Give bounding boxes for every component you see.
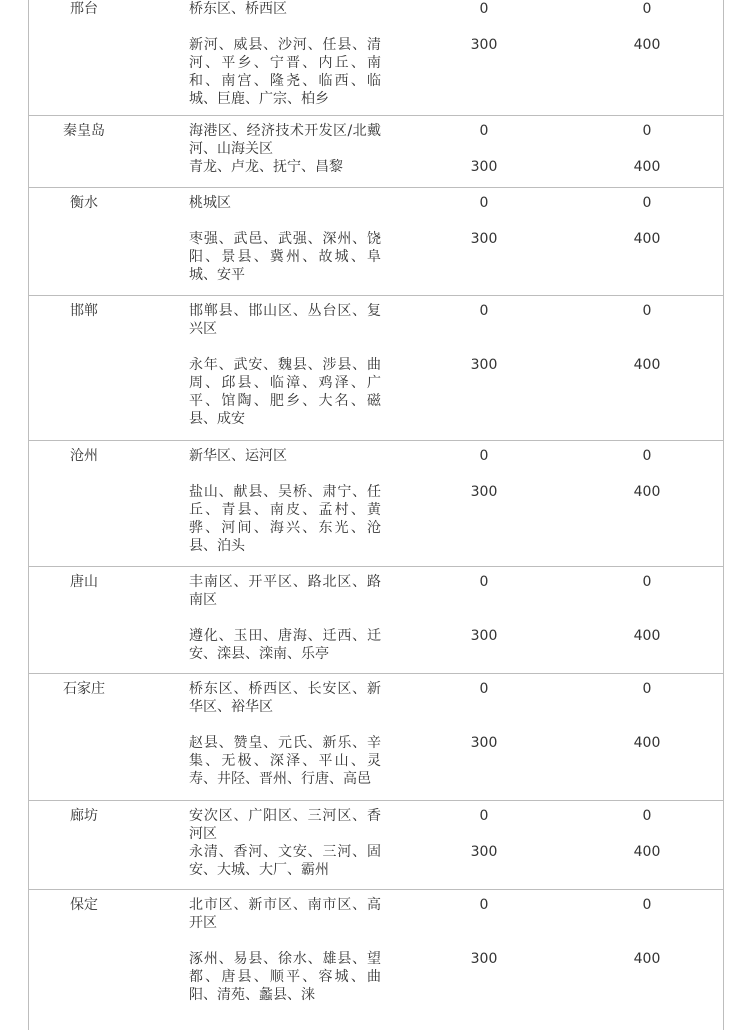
district-list: 海港区、经济技术开发区/北戴河、山海关区 (189, 123, 381, 157)
district-list: 安次区、广阳区、三河区、香河区 (189, 808, 381, 842)
fee-value-second: 400 (633, 844, 661, 860)
fee-value-second: 400 (633, 37, 661, 53)
city-row-tangshan (29, 567, 723, 674)
district-row-county (29, 36, 723, 108)
city-name: 沧州 (70, 448, 98, 464)
fee-value-second: 0 (642, 1, 652, 17)
city-name: 衡水 (70, 195, 98, 211)
fee-value-first: 300 (470, 844, 498, 860)
city-name: 邢台 (70, 1, 98, 17)
district-row-county (29, 356, 723, 428)
city-row-xingtai (29, 0, 723, 116)
fee-value-first: 300 (470, 37, 498, 53)
fee-value-second: 0 (642, 574, 652, 590)
shipping-fee-table (28, 0, 724, 1030)
district-list: 新河、威县、沙河、任县、清河、平乡、宁晋、内丘、南和、南宫、隆尧、临西、临城、巨鹿、广宗、柏乡 (189, 37, 381, 107)
district-row-county (29, 843, 723, 879)
fee-value-first: 0 (479, 681, 489, 697)
fee-value-second: 400 (633, 628, 661, 644)
city-row-hengshui (29, 188, 723, 296)
city-name: 保定 (70, 897, 98, 913)
fee-value-first: 300 (470, 484, 498, 500)
district-list: 桥东区、桥西区 (189, 1, 287, 17)
district-list: 涿州、易县、徐水、雄县、望都、唐县、顺平、容城、曲阳、清苑、蠡县、涞 (189, 951, 381, 1003)
district-row-urban (29, 573, 723, 627)
district-row-county (29, 230, 723, 284)
fee-value-second: 0 (642, 448, 652, 464)
district-row-urban (29, 896, 723, 950)
district-row-county (29, 950, 723, 1022)
fee-value-first: 300 (470, 159, 498, 175)
district-row-urban (29, 122, 723, 158)
city-row-baoding (29, 890, 723, 1030)
district-row-county (29, 627, 723, 663)
district-list: 桥东区、桥西区、长安区、新华区、裕华区 (189, 681, 381, 715)
fee-value-second: 0 (642, 303, 652, 319)
district-list: 北市区、新市区、南市区、高开区 (189, 897, 381, 931)
fee-value-second: 400 (633, 951, 661, 967)
district-row-urban (29, 302, 723, 356)
fee-value-second: 400 (633, 357, 661, 373)
district-list: 盐山、献县、吴桥、肃宁、任丘、青县、南皮、孟村、黄骅、河间、海兴、东光、沧县、泊头 (189, 484, 381, 554)
city-name: 石家庄 (63, 681, 105, 697)
fee-value-second: 400 (633, 159, 661, 175)
fee-value-second: 400 (633, 484, 661, 500)
district-row-county (29, 158, 723, 176)
district-list: 永年、武安、魏县、涉县、曲周、邱县、临漳、鸡泽、广平、馆陶、肥乡、大名、磁县、成安 (189, 357, 381, 427)
district-row-urban (29, 194, 723, 230)
district-list: 遵化、玉田、唐海、迁西、迁安、滦县、滦南、乐亭 (189, 628, 381, 662)
fee-value-first: 0 (479, 303, 489, 319)
fee-value-first: 300 (470, 735, 498, 751)
district-row-urban (29, 0, 723, 36)
fee-value-first: 300 (470, 951, 498, 967)
fee-value-first: 300 (470, 628, 498, 644)
district-row-urban (29, 807, 723, 843)
district-list: 枣强、武邑、武强、深州、饶阳、景县、冀州、故城、阜城、安平 (189, 231, 381, 283)
fee-value-second: 400 (633, 231, 661, 247)
fee-value-second: 0 (642, 681, 652, 697)
district-list: 邯郸县、邯山区、丛台区、复兴区 (189, 303, 381, 337)
city-row-handan (29, 296, 723, 441)
fee-value-first: 0 (479, 1, 489, 17)
district-list: 桃城区 (189, 195, 231, 211)
fee-value-first: 0 (479, 574, 489, 590)
city-row-cangzhou (29, 441, 723, 567)
district-list: 新华区、运河区 (189, 448, 287, 464)
city-row-qinhuangdao (29, 116, 723, 188)
city-name: 秦皇岛 (63, 123, 105, 139)
fee-value-second: 400 (633, 735, 661, 751)
fee-value-first: 300 (470, 357, 498, 373)
fee-value-second: 0 (642, 123, 652, 139)
fee-value-first: 0 (479, 195, 489, 211)
city-name: 唐山 (70, 574, 98, 590)
fee-value-second: 0 (642, 195, 652, 211)
city-row-shijiazhuang (29, 674, 723, 801)
fee-value-first: 0 (479, 448, 489, 464)
district-list: 永清、香河、文安、三河、固安、大城、大厂、霸州 (189, 844, 381, 878)
fee-value-first: 0 (479, 897, 489, 913)
city-name: 邯郸 (70, 303, 98, 319)
district-row-urban (29, 680, 723, 734)
fee-value-first: 300 (470, 231, 498, 247)
fee-value-second: 0 (642, 808, 652, 824)
city-row-langfang (29, 801, 723, 890)
fee-value-second: 0 (642, 897, 652, 913)
district-list: 赵县、赞皇、元氏、新乐、辛集、无极、深泽、平山、灵寿、井陉、晋州、行唐、高邑 (189, 735, 381, 787)
fee-value-first: 0 (479, 123, 489, 139)
district-row-county (29, 734, 723, 788)
district-list: 丰南区、开平区、路北区、路南区 (189, 574, 381, 608)
city-name: 廊坊 (70, 808, 98, 824)
fee-value-first: 0 (479, 808, 489, 824)
district-list: 青龙、卢龙、抚宁、昌黎 (189, 159, 343, 175)
district-row-county (29, 483, 723, 555)
district-row-urban (29, 447, 723, 483)
